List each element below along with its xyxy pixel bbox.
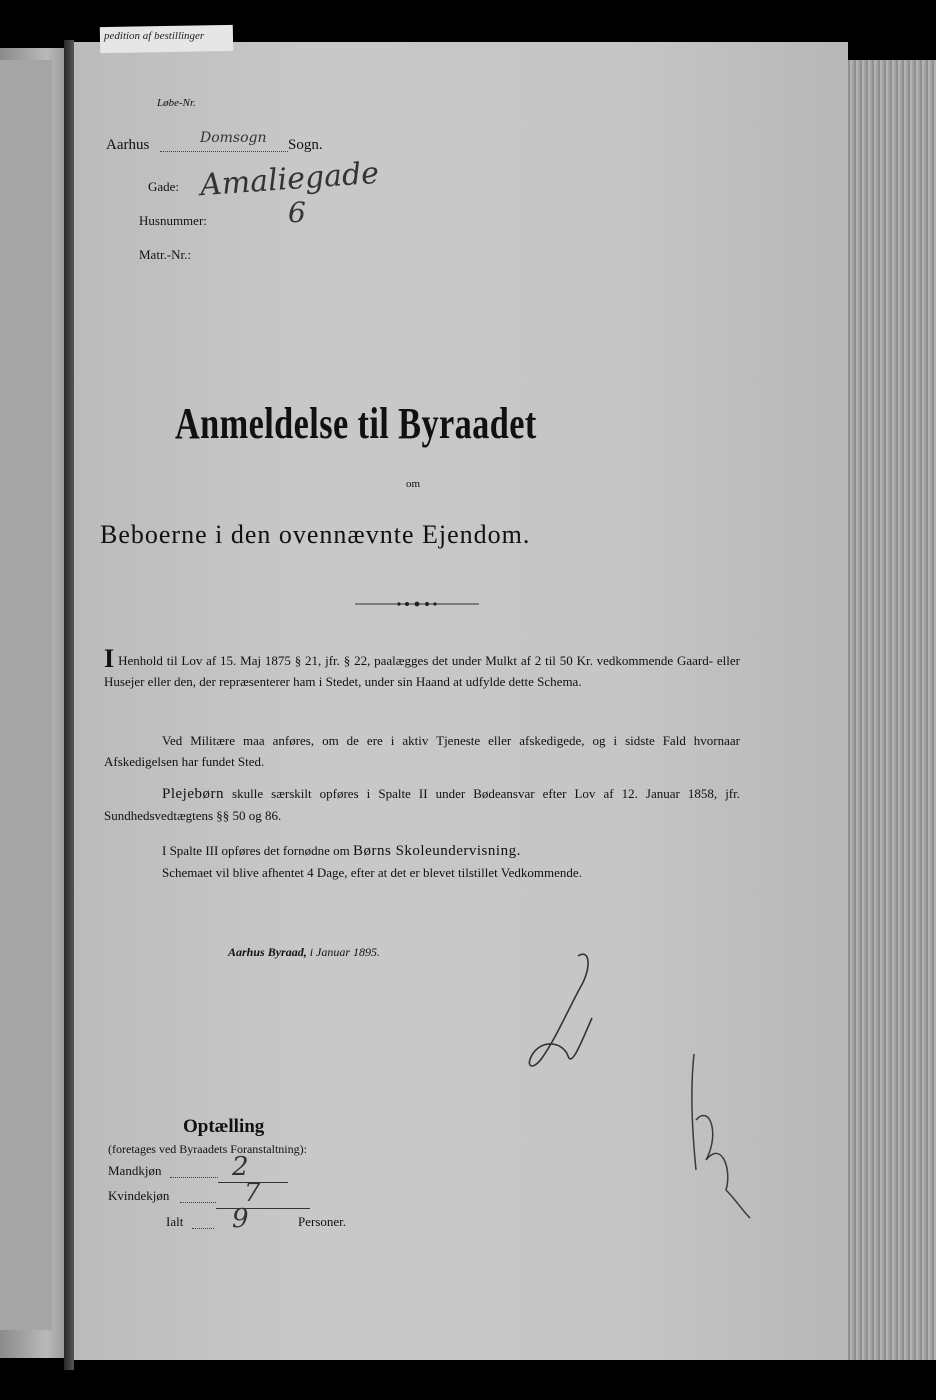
document-subtitle: Beboerne i den ovennævnte Ejendom.: [100, 520, 531, 549]
husnummer-label: Husnummer:: [139, 213, 207, 228]
issuer-signature-line: [228, 945, 380, 960]
matr-nr-label: Matr.-Nr.:: [139, 247, 191, 262]
city-label: Aarhus: [106, 137, 150, 153]
instruction-paragraph-4: [104, 840, 740, 862]
count-row-label: Ialt: [166, 1214, 184, 1229]
issuer-date: i Januar 1895.: [309, 945, 381, 959]
count-row-label: Kvindekjøn: [108, 1188, 170, 1203]
count-row-dots: [180, 1201, 216, 1203]
plejeborn-emphasis: Plejebørn: [162, 786, 224, 802]
instruction-text-4: I Spalte III opføres det fornødne om: [162, 843, 350, 858]
handwritten-initial-mark: [520, 948, 610, 1078]
count-row-suffix: Personer.: [298, 1214, 347, 1229]
count-row-dots: [192, 1227, 214, 1229]
drop-cap: I: [104, 644, 115, 673]
instruction-paragraph-2: Ved Militære maa anføres, om de ere i aktiv Tjeneste eller afskedigede, og i sidste Fald hvornaar Afskedigelsen har fundet Sted.: [104, 733, 740, 769]
count-row-label: Mandkjøn: [108, 1163, 162, 1178]
sogn-label: Sogn.: [288, 137, 323, 153]
gade-handwritten: Amaliegade: [198, 155, 381, 204]
lobe-nr-label: Løbe-Nr.: [157, 97, 196, 109]
skoleundervisning-emphasis: Børns Skoleundervisning.: [352, 843, 521, 859]
ornament-divider: [355, 600, 479, 608]
counting-title: Optælling: [183, 1116, 265, 1137]
counting-subtitle: (foretages ved Byraadets Foranstaltning):: [108, 1142, 307, 1156]
handwritten-flourish-mark: [676, 1050, 766, 1230]
count-row-value: 7: [244, 1178, 261, 1208]
count-row-value: 2: [232, 1152, 249, 1182]
paper-tab-text: pedition af bestillinger: [104, 30, 205, 42]
instruction-text-1: Henhold til Lov af 15. Maj 1875 § 21, jfr. § 22, paalægges det under Mulkt af 2 til 50 Kr. vedkommende Gaard- eller Husejer eller den, der repræsenterer ham i Stedet, under sin Haand at udfylde dette Schema.: [104, 653, 740, 689]
gade-label: Gade:: [148, 179, 180, 194]
instruction-text-3: skulle særskilt opføres i Spalte II under Bødeansvar efter Lov af 12. Januar 1858, jfr. Sundhedsvedtægtens §§ 50 og 86.: [104, 786, 740, 823]
issuer-name: Aarhus Byraad,: [228, 945, 307, 959]
husnummer-handwritten: 6: [288, 196, 306, 229]
sogn-handwritten: Domsogn: [200, 130, 267, 146]
instruction-paragraph-1: [104, 644, 740, 692]
title-connector: om: [406, 478, 421, 490]
document-title: Anmeldelse til Byraadet: [175, 399, 537, 448]
sogn-dotted-line: [160, 150, 288, 152]
count-row-dots: [170, 1176, 218, 1178]
count-row-rule: [216, 1208, 310, 1209]
book-gutter: [64, 40, 74, 1370]
count-row-value: 9: [232, 1204, 249, 1234]
instruction-paragraph-3: [104, 783, 740, 826]
left-page-strip: [0, 60, 52, 1330]
instruction-paragraph-5: Schemaet vil blive afhentet 4 Dage, efter at det er blevet tilstillet Vedkommende.: [162, 865, 582, 880]
